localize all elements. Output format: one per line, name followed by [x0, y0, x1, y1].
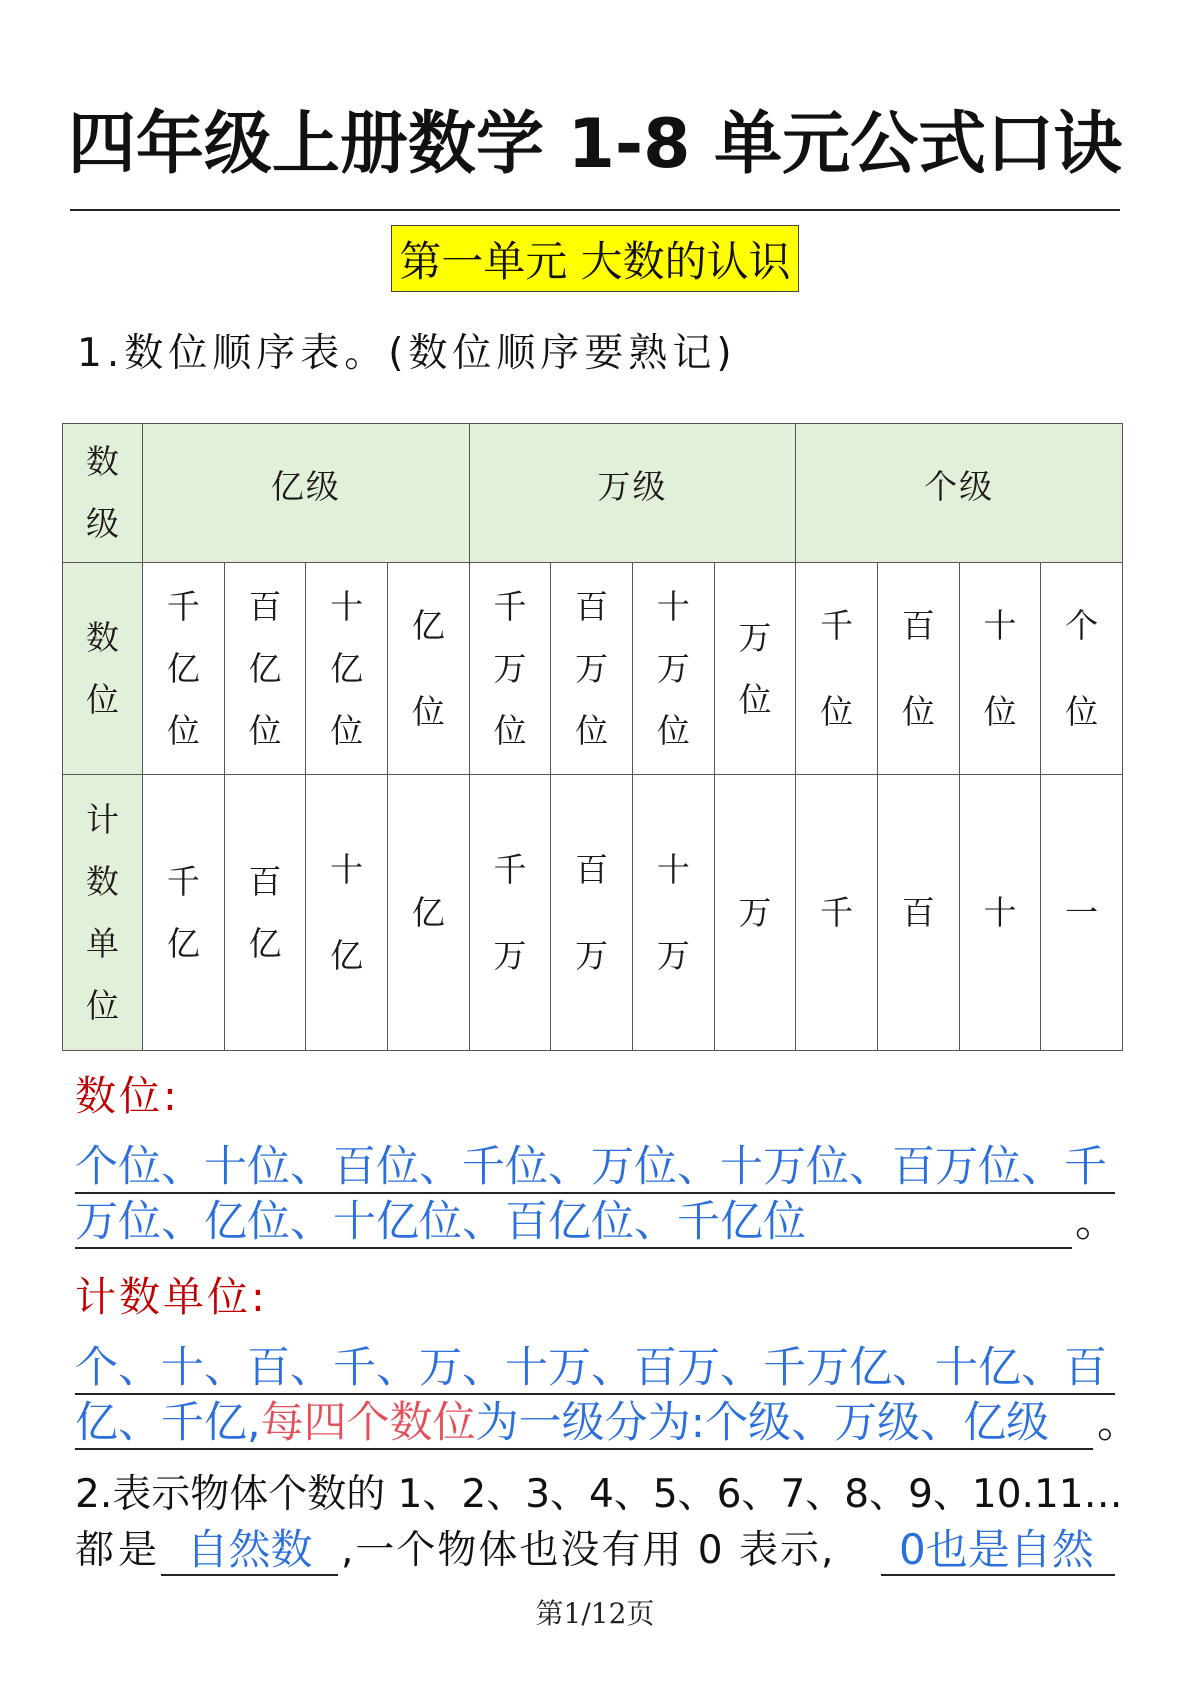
level-label-yi: 亿级	[270, 466, 341, 506]
counting-units-answer-text-1: 个、十、百、千、万、十万、百万、千万亿、十亿、百	[75, 1343, 1107, 1393]
place-text: 百亿位	[248, 586, 282, 750]
unit-heading-box	[391, 225, 799, 292]
counting-units-answer-text-2b: 为一级分为:个级、万级、亿级	[475, 1398, 1050, 1448]
unit-text: 十	[983, 892, 1017, 932]
unit-cell	[551, 775, 633, 1051]
unit-text: 一	[1065, 892, 1099, 932]
level-cell-wan	[470, 424, 797, 563]
unit-text: 万	[738, 892, 772, 932]
counting-units-answer-line-1	[75, 1343, 1115, 1395]
place-text: 千亿位	[166, 586, 200, 750]
unit-cell	[388, 775, 470, 1051]
section2-line-1: 2.表示物体个数的 1、2、3、4、5、6、7、8、9、10.11…	[75, 1472, 1123, 1517]
unit-text: 千亿	[166, 861, 200, 963]
section2-middle-text: ,一个物体也没有用 0 表示,	[341, 1528, 836, 1573]
section2-blank-2: 0也是自然	[881, 1526, 1115, 1576]
place-values-answer-text-2: 万位、亿位、十亿位、百亿位、千亿位	[75, 1197, 806, 1247]
section2-prefix: 都是	[75, 1528, 162, 1573]
place-cell	[388, 563, 470, 775]
place-text: 个位	[1065, 605, 1099, 731]
place-cell	[633, 563, 715, 775]
counting-units-answer-line-2	[75, 1398, 1093, 1450]
unit-cell	[143, 775, 225, 1051]
section2-blank-1: 自然数	[161, 1526, 338, 1576]
place-values-answer-line-2	[75, 1197, 1072, 1249]
place-cell	[960, 563, 1042, 775]
place-text: 百万位	[575, 586, 609, 750]
place-values-label: 数位:	[75, 1072, 180, 1120]
place-cell	[470, 563, 552, 775]
unit-cell	[796, 775, 878, 1051]
place-text: 万位	[738, 617, 772, 719]
title-divider	[70, 209, 1120, 211]
counting-units-emphasis-text: 每四个数位	[260, 1398, 476, 1448]
counting-units-answer-text-2a: 亿、千亿,	[75, 1398, 261, 1448]
place-row-label: 数位	[85, 617, 119, 719]
unit-text: 百亿	[248, 861, 282, 963]
unit-text: 千	[820, 892, 854, 932]
unit-text: 百万	[575, 849, 609, 975]
level-row-label: 数级	[85, 442, 119, 543]
place-cell	[306, 563, 388, 775]
place-text: 百位	[901, 605, 935, 731]
page-number: 第1/12页	[535, 1597, 655, 1630]
unit-cell	[960, 775, 1042, 1051]
place-text: 千位	[820, 605, 854, 731]
place-text: 千万位	[493, 586, 527, 750]
unit-cell	[633, 775, 715, 1051]
unit-heading: 第一单元 大数的认识	[399, 236, 791, 286]
place-cell	[551, 563, 633, 775]
counting-units-label: 计数单位:	[75, 1273, 268, 1321]
place-text: 十位	[983, 605, 1017, 731]
place-text: 十亿位	[330, 586, 364, 750]
page-title: 四年级上册数学 1-8 单元公式口诀	[67, 105, 1123, 184]
unit-text: 百	[901, 892, 935, 932]
level-row-label-cell	[63, 424, 143, 563]
place-cell	[878, 563, 960, 775]
unit-text: 千万	[493, 849, 527, 975]
unit-text: 十万	[656, 849, 690, 975]
place-text: 亿位	[411, 605, 445, 731]
place-values-answer-text-1: 个位、十位、百位、千位、万位、十万位、百万位、千	[75, 1142, 1107, 1192]
place-values-end-mark: 。	[1075, 1197, 1118, 1247]
place-cell	[715, 563, 797, 775]
unit-cell	[715, 775, 797, 1051]
unit-row-label-cell	[63, 775, 143, 1051]
section1-heading: 1.数位顺序表。(数位顺序要熟记)	[77, 331, 737, 376]
place-cell	[143, 563, 225, 775]
place-cell	[1041, 563, 1123, 775]
level-cell-yi	[143, 424, 470, 563]
place-text: 十万位	[656, 586, 690, 750]
level-cell-ge	[796, 424, 1123, 563]
place-value-table	[62, 423, 1123, 1051]
unit-row-label: 计数单位	[85, 799, 119, 1025]
place-cell	[225, 563, 307, 775]
place-cell	[796, 563, 878, 775]
unit-cell	[470, 775, 552, 1051]
level-label-ge: 个级	[924, 466, 995, 506]
place-row-label-cell	[63, 563, 143, 775]
unit-cell	[225, 775, 307, 1051]
unit-text: 亿	[411, 892, 445, 932]
counting-units-end-mark: 。	[1097, 1398, 1140, 1448]
unit-cell	[878, 775, 960, 1051]
place-values-answer-line-1	[75, 1142, 1115, 1194]
unit-cell	[306, 775, 388, 1051]
level-label-wan: 万级	[597, 466, 668, 506]
unit-cell	[1041, 775, 1123, 1051]
unit-text: 十亿	[330, 849, 364, 975]
